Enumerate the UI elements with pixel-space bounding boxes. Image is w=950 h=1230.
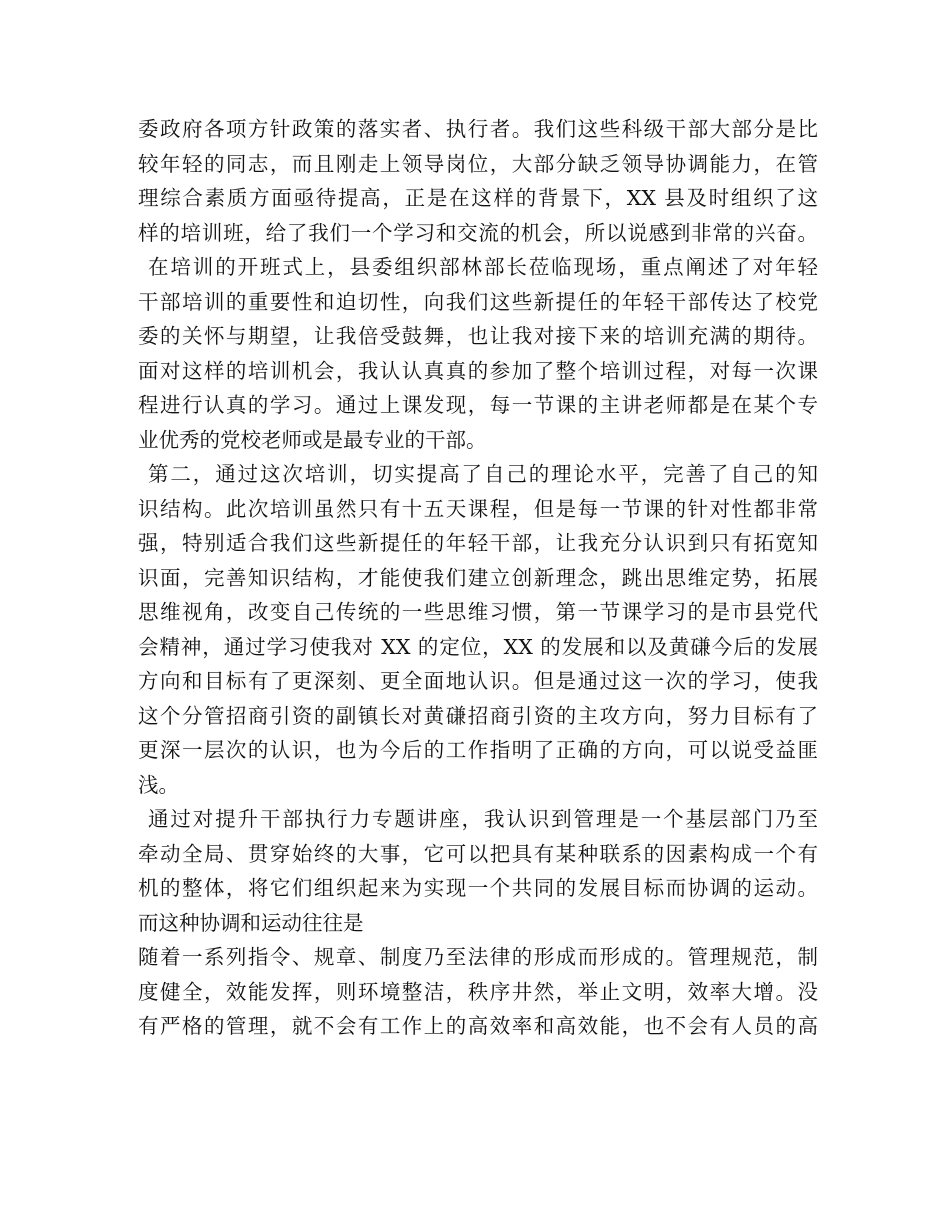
text-line: 较年轻的同志，而且刚走上领导岗位，大部分缺乏领导协调能力，在管 — [138, 151, 818, 176]
text-line: 强，特别适合我们这些新提任的年轻干部，让我充分认识到只有拓宽知 — [138, 531, 818, 555]
text-line: 识面，完善知识结构，才能使我们建立创新理念，跳出思维定势，拓展 — [138, 565, 818, 590]
text-line: 会精神，通过学习使我对 XX 的定位，XX 的发展和以及黄磏今后的发展 — [138, 634, 818, 659]
text-line: 委政府各项方针政策的落实者、执行者。我们这些科级干部大部分是比 — [138, 117, 818, 141]
text-line: 这个分管招商引资的副镇长对黄磏招商引资的主攻方向，努力目标有了 — [138, 703, 818, 728]
text-line: 委的关怀与期望，让我倍受鼓舞，也让我对接下来的培训充满的期待。 — [138, 324, 818, 348]
text-line: 第二，通过这次培训，切实提高了自己的理论水平，完善了自己的知 — [148, 462, 818, 486]
text-line: 而这种协调和运动往往是 — [138, 910, 364, 935]
text-line: 随着一系列指令、规章、制度乃至法律的形成而形成的。管理规范，制 — [138, 945, 818, 969]
text-line: 业优秀的党校老师或是最专业的干部。 — [138, 427, 487, 452]
text-line: 面对这样的培训机会，我认认真真的参加了整个培训过程，对每一次课 — [138, 358, 818, 383]
text-line: 更深一层次的认识，也为今后的工作指明了正确的方向，可以说受益匪 — [138, 738, 818, 762]
document-body — [138, 112, 818, 1044]
text-line: 在培训的开班式上，县委组织部林部长莅临现场，重点阐述了对年轻 — [148, 255, 818, 279]
text-line: 干部培训的重要性和迫切性，向我们这些新提任的年轻干部传达了校党 — [138, 289, 818, 314]
text-line: 机的整体，将它们组织起来为实现一个共同的发展目标而协调的运动。 — [138, 876, 818, 900]
text-line: 通过对提升干部执行力专题讲座，我认识到管理是一个基层部门乃至 — [148, 807, 818, 831]
text-line: 思维视角，改变自己传统的一些思维习惯，第一节课学习的是市县党代 — [138, 600, 818, 624]
text-line: 度健全，效能发挥，则环境整洁，秩序井然，举止文明，效率大增。没 — [138, 979, 818, 1004]
text-line: 牵动全局、贯穿始终的大事，它可以把具有某种联系的因素构成一个有 — [138, 841, 818, 866]
text-line: 程进行认真的学习。通过上课发现，每一节课的主讲老师都是在某个专 — [138, 393, 818, 417]
text-line: 方向和目标有了更深刻、更全面地认识。但是通过这一次的学习，使我 — [138, 669, 818, 693]
text-line: 有严格的管理，就不会有工作上的高效率和高效能，也不会有人员的高 — [138, 1014, 818, 1038]
text-line: 浅。 — [138, 772, 179, 797]
text-line: 理综合素质方面亟待提高，正是在这样的背景下，XX 县及时组织了这 — [138, 186, 818, 210]
text-line: 样的培训班，给了我们一个学习和交流的机会，所以说感到非常的兴奋。 — [138, 220, 818, 245]
text-line: 识结构。此次培训虽然只有十五天课程，但是每一节课的针对性都非常 — [138, 496, 818, 521]
